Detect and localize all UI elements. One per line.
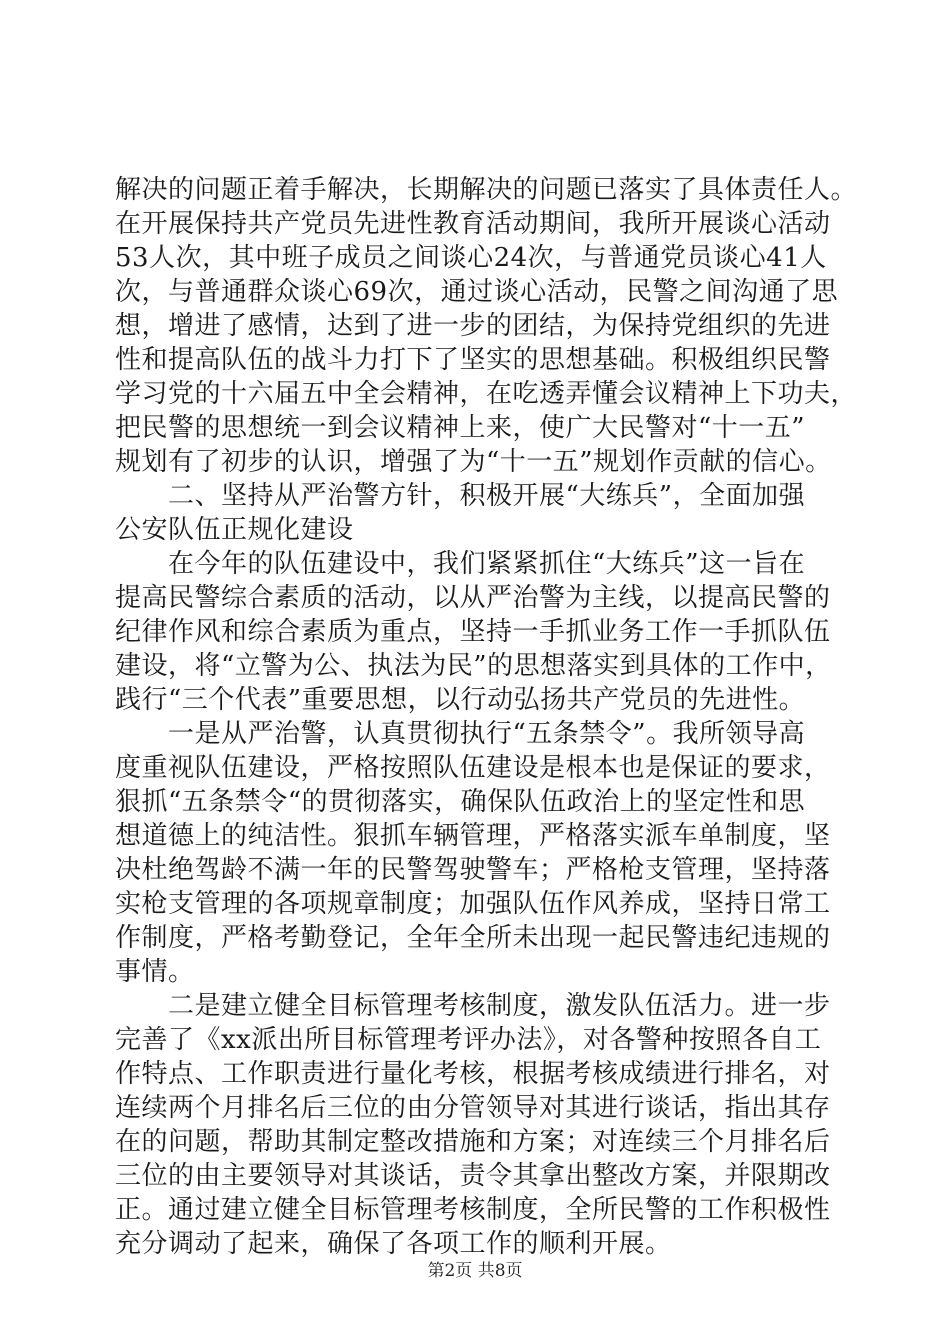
text-line: 想道德上的纯洁性。狠抓车辆管理，严格落实派车单制度，坚 [115,821,831,851]
text-line: 实枪支管理的各项规章制度；加强队伍作风养成，坚持日常工 [115,889,831,919]
text-line: 提高民警综合素质的活动，以从严治警为主线，以提高民警的 [115,583,831,613]
text-line: 决杜绝驾龄不满一年的民警驾驶警车；严格枪支管理，坚持落 [115,855,831,885]
text-line: 连续两个月排名后三位的由分管领导对其进行谈话，指出其存 [115,1093,831,1123]
text-line: 完善了《xx派出所目标管理考评办法》，对各警种按照各自工 [115,1025,822,1055]
text-line: 正。通过建立健全目标管理考核制度，全所民警的工作积极性 [115,1195,831,1225]
text-line: 狠抓“五条禁令“的贯彻落实，确保队伍政治上的坚定性和思 [115,787,806,817]
text-line: 在今年的队伍建设中，我们紧紧抓住“大练兵”这一旨在 [115,549,806,579]
text-line: 在的问题，帮助其制定整改措施和方案；对连续三个月排名后 [115,1127,831,1157]
text-line: 二是建立健全目标管理考核制度，激发队伍活力。进一步 [115,991,831,1021]
text-line: 在开展保持共产党员先进性教育活动期间，我所开展谈心活动 [115,209,831,239]
text-line: 性和提高队伍的战斗力打下了坚实的思想基础。积极组织民警 [115,345,831,375]
text-line: 践行“三个代表”重要思想，以行动弘扬共产党员的先进性。 [115,685,806,715]
text-line: 建设，将“立警为公、执法为民”的思想落实到具体的工作中， [115,651,832,681]
text-line: 纪律作风和综合素质为重点，坚持一手抓业务工作一手抓队伍 [115,617,831,647]
text-line: 把民警的思想统一到会议精神上来，使广大民警对“十一五” [115,413,806,443]
text-line: 学习党的十六届五中全会精神，在吃透弄懂会议精神上下功夫， [115,379,858,409]
text-line: 想，增进了感情，达到了进一步的团结，为保持党组织的先进 [115,311,831,341]
text-line: 53人次，其中班子成员之间谈心24次，与普通党员谈心41人 [115,243,827,273]
text-line: 度重视队伍建设，严格按照队伍建设是根本也是保证的要求， [115,753,831,783]
text-line: 作制度，严格考勤登记，全年全所未出现一起民警违纪违规的 [115,923,831,953]
text-line: 事情。 [115,957,195,987]
page-number-footer: 第2页 共8页 [427,1261,523,1281]
section-heading-line: 公安队伍正规化建设 [115,515,354,545]
text-line: 规划有了初步的认识，增强了为“十一五”规划作贡献的信心。 [115,447,832,477]
section-heading-line: 二、坚持从严治警方针，积极开展“大练兵”，全面加强 [115,481,806,511]
text-line: 一是从严治警，认真贯彻执行“五条禁令”。我所领导高 [115,719,806,749]
text-line: 作特点、工作职责进行量化考核，根据考核成绩进行排名，对 [115,1059,831,1089]
text-line: 充分调动了起来，确保了各项工作的顺利开展。 [115,1229,672,1259]
text-line: 次，与普通群众谈心69次，通过谈心活动，民警之间沟通了思 [115,277,839,307]
text-line: 三位的由主要领导对其谈话，责令其拿出整改方案，并限期改 [115,1161,831,1191]
text-line: 解决的问题正着手解决，长期解决的问题已落实了具体责任人。 [115,175,858,205]
